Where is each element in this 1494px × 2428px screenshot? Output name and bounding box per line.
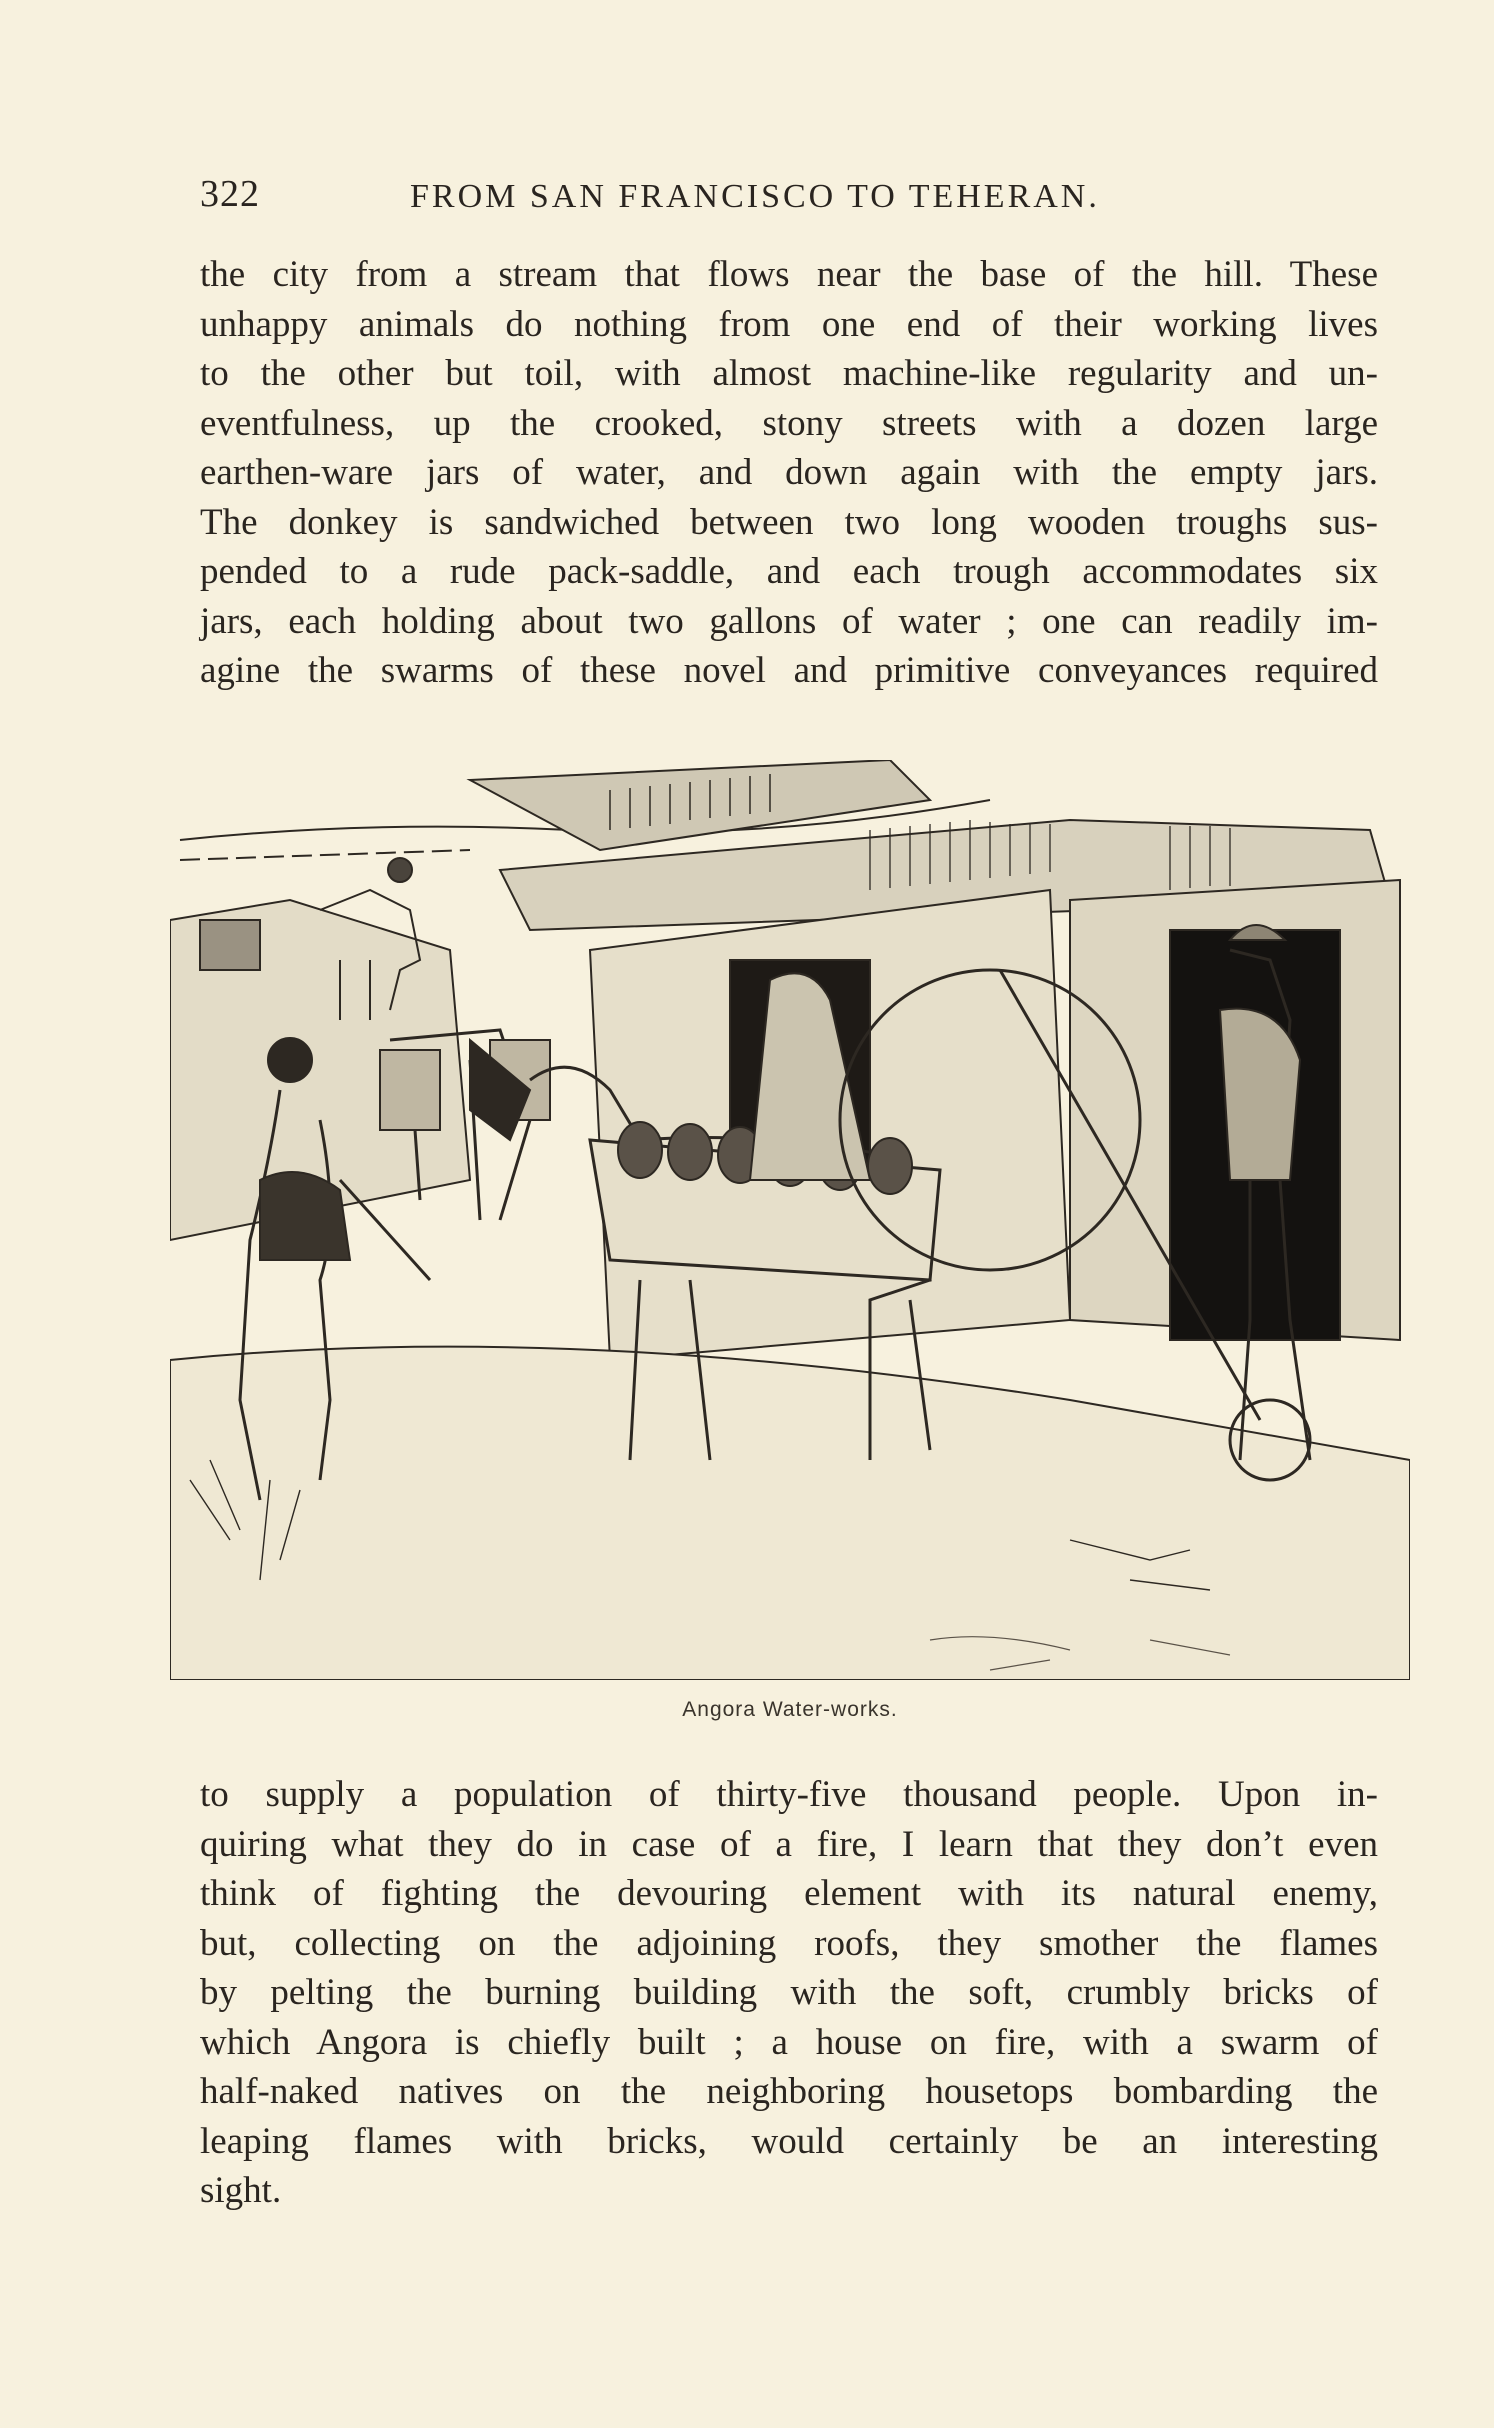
text-line: but, collecting on the adjoining roofs, they smother the flames <box>200 1922 1378 1964</box>
text-line: unhappy animals do nothing from one end of their working lives <box>200 303 1378 345</box>
text-line: to the other but toil, with almost machine-like regularity and un- <box>200 353 1378 394</box>
engraving-drawing <box>170 760 1410 1680</box>
text-line: the city from a stream that flows near the base of the hill. These <box>200 254 1378 295</box>
running-title: FROM SAN FRANCISCO TO TEHERAN. <box>410 178 1100 215</box>
engraving-illustration <box>170 760 1410 1680</box>
text-line: earthen-ware jars of water, and down again with the empty jars. <box>200 452 1378 493</box>
text-line: The donkey is sandwiched between two long wooden troughs sus- <box>200 501 1378 543</box>
running-head <box>200 172 1380 232</box>
text-line: leaping flames with bricks, would certainly be an interesting <box>200 2120 1378 2162</box>
text-line: which Angora is chiefly built ; a house on fire, with a swarm of <box>200 2021 1378 2063</box>
text-line: eventfulness, up the crooked, stony streets with a dozen large <box>200 402 1378 444</box>
text-line: by pelting the burning building with the soft, crumbly bricks of <box>200 1972 1378 2013</box>
paragraph-top <box>200 250 1378 696</box>
figure-caption: Angora Water-works. <box>682 1698 898 1721</box>
text-line: sight. <box>200 2170 282 2211</box>
page-number: 322 <box>200 173 260 215</box>
text-line: to supply a population of thirty-five thousand people. Upon in- <box>200 1774 1378 1815</box>
text-line: agine the swarms of these novel and primitive conveyances required <box>200 650 1378 691</box>
text-line: think of fighting the devouring element with its natural enemy, <box>200 1873 1378 1914</box>
text-line: pended to a rude pack-saddle, and each trough accommodates six <box>200 551 1378 592</box>
text-line: jars, each holding about two gallons of water ; one can readily im- <box>200 600 1378 642</box>
paragraph-bottom <box>200 1770 1378 2216</box>
text-line: quiring what they do in case of a fire, I learn that they don’t even <box>200 1823 1378 1865</box>
text-line: half-naked natives on the neighboring housetops bombarding the <box>200 2071 1378 2112</box>
